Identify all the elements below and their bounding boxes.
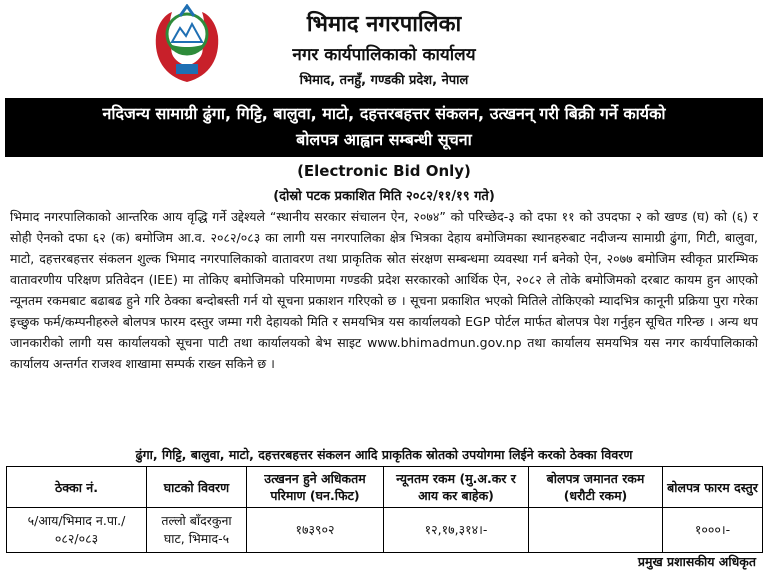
header-min-amount: न्यूनतम रकम (मु.अ.कर र आय कर बाहेक) [384, 467, 529, 508]
cell-contract-no: ५/आय/भिमाद न.पा./०८२/०८३ [7, 508, 147, 553]
cell-ghat: तल्लो बाँदरकुना घाट, भिमाद-५ [147, 508, 247, 553]
office-name: नगर कार्यपालिकाको कार्यालय [292, 45, 476, 65]
cell-quantity: १७३९०२ [247, 508, 384, 553]
cell-min-amount: १२,१७,३१४।- [384, 508, 529, 553]
municipality-name: भिमाद नगरपालिका [306, 12, 462, 37]
banner-line-1: नदिजन्य सामाग्री ढुंगा, गिट्टि, बालुवा, माटो, दहत्तरबहत्तर संकलन, उत्खनन् गरी बिक्री गर्ने कार्यको [102, 104, 666, 123]
signatory-title: प्रमुख प्रशासकीय अधिकृत [637, 554, 756, 569]
bid-type-note: (Electronic Bid Only) [297, 162, 471, 180]
publish-date-note: (दोस्रो पटक प्रकाशित मिति २०८२/११/१९ गते) [273, 189, 495, 204]
banner-line-2: बोलपत्र आह्वान सम्बन्धी सूचना [296, 130, 472, 149]
header-security: बोलपत्र जमानत रकम (धरौटी रकम) [529, 467, 663, 508]
cell-form-fee: १०००।- [663, 508, 763, 553]
header-quantity: उत्खनन हुने अधिकतम परिमाण (घन.फिट) [247, 467, 384, 508]
contract-table [6, 466, 763, 553]
table-row [7, 508, 763, 553]
header-contract-no: ठेक्का नं. [7, 467, 147, 508]
notice-body-text: भिमाद नगरपालिकाको आन्तरिक आय वृद्धि गर्ने उद्देश्यले “स्थानीय सरकार संचालन ऐन, २०७४” को परिच्छेद-३ को दफा ११ को उपदफा २ को खण्ड (घ) को (६) र सोही ऐनको दफा ६२ (क) बमोजिम आ.व. २०८२/०८३ का लागी यस नगरपालिका क्षेत्र भित्रका देहाय बमोजिमका स्थानहरुबाट नदीजन्य सामाग्री ढुंगा, गिटी, बालुवा, माटो, दहत्तरबहत्तर संकलन शुल्क भिमाद नगरपालिकाको वातावरण तथा प्राकृतिक स्रोत संरक्षण सम्बन्धमा व्यवस्था गर्न बनेको ऐन, २०७७ बमोजिम स्वीकृत प्रारम्भिक वातावरणीय परिक्षण प्रतिवेदन (IEE) मा तोकिए बमोजिमको परिमाणमा गण्डकी प्रदेश सरकारको आर्थिक ऐन, २०८२ ले तोके बमोजिमको दरबाट कायम हुन आएको न्यूनतम रकमबाट बढाबढ हुने गरि ठेक्का बन्दोबस्ती गर्न यो सूचना प्रकाशन गरिएको छ । सूचना प्रकाशित भएको मितिले तोकिएको म्यादभित्र कानूनी प्रक्रिया पुरा गरेका इच्छुक फर्म/कम्पनीहरुले बोलपत्र फारम दस्तुर जम्मा गरी देहायको मिति र समयभित्र यस कार्यालयको EGP पोर्टल मार्फत बोलपत्र पेश गर्नुहन सूचित गरिन्छ । अन्य थप जानकारीको लागी यस कार्यालयको सूचना पाटी तथा कार्यालयको बेभ साइट www.bhimadmun.gov.np तथा कार्यालय समयभित्र यस नगर कार्यपालिकाको कार्यालय अन्तर्गत राजश्व शाखामा सम्पर्क राख्न सकिने छ । [10, 209, 758, 371]
table-title: ढुंगा, गिट्टि, बालुवा, माटो, दहत्तरबहत्तर संकलन आदि प्राकृतिक स्रोतको उपयोगमा लिईने करको ठेक्का विवरण [135, 447, 633, 462]
header-form-fee: बोलपत्र फारम दस्तुर [663, 467, 763, 508]
header-ghat: घाटको विवरण [147, 467, 247, 508]
table-header-row [7, 467, 763, 508]
cell-security [529, 508, 663, 553]
office-address: भिमाद, तनहुँ, गण्डकी प्रदेश, नेपाल [299, 73, 469, 88]
notice-title-banner [5, 98, 763, 157]
